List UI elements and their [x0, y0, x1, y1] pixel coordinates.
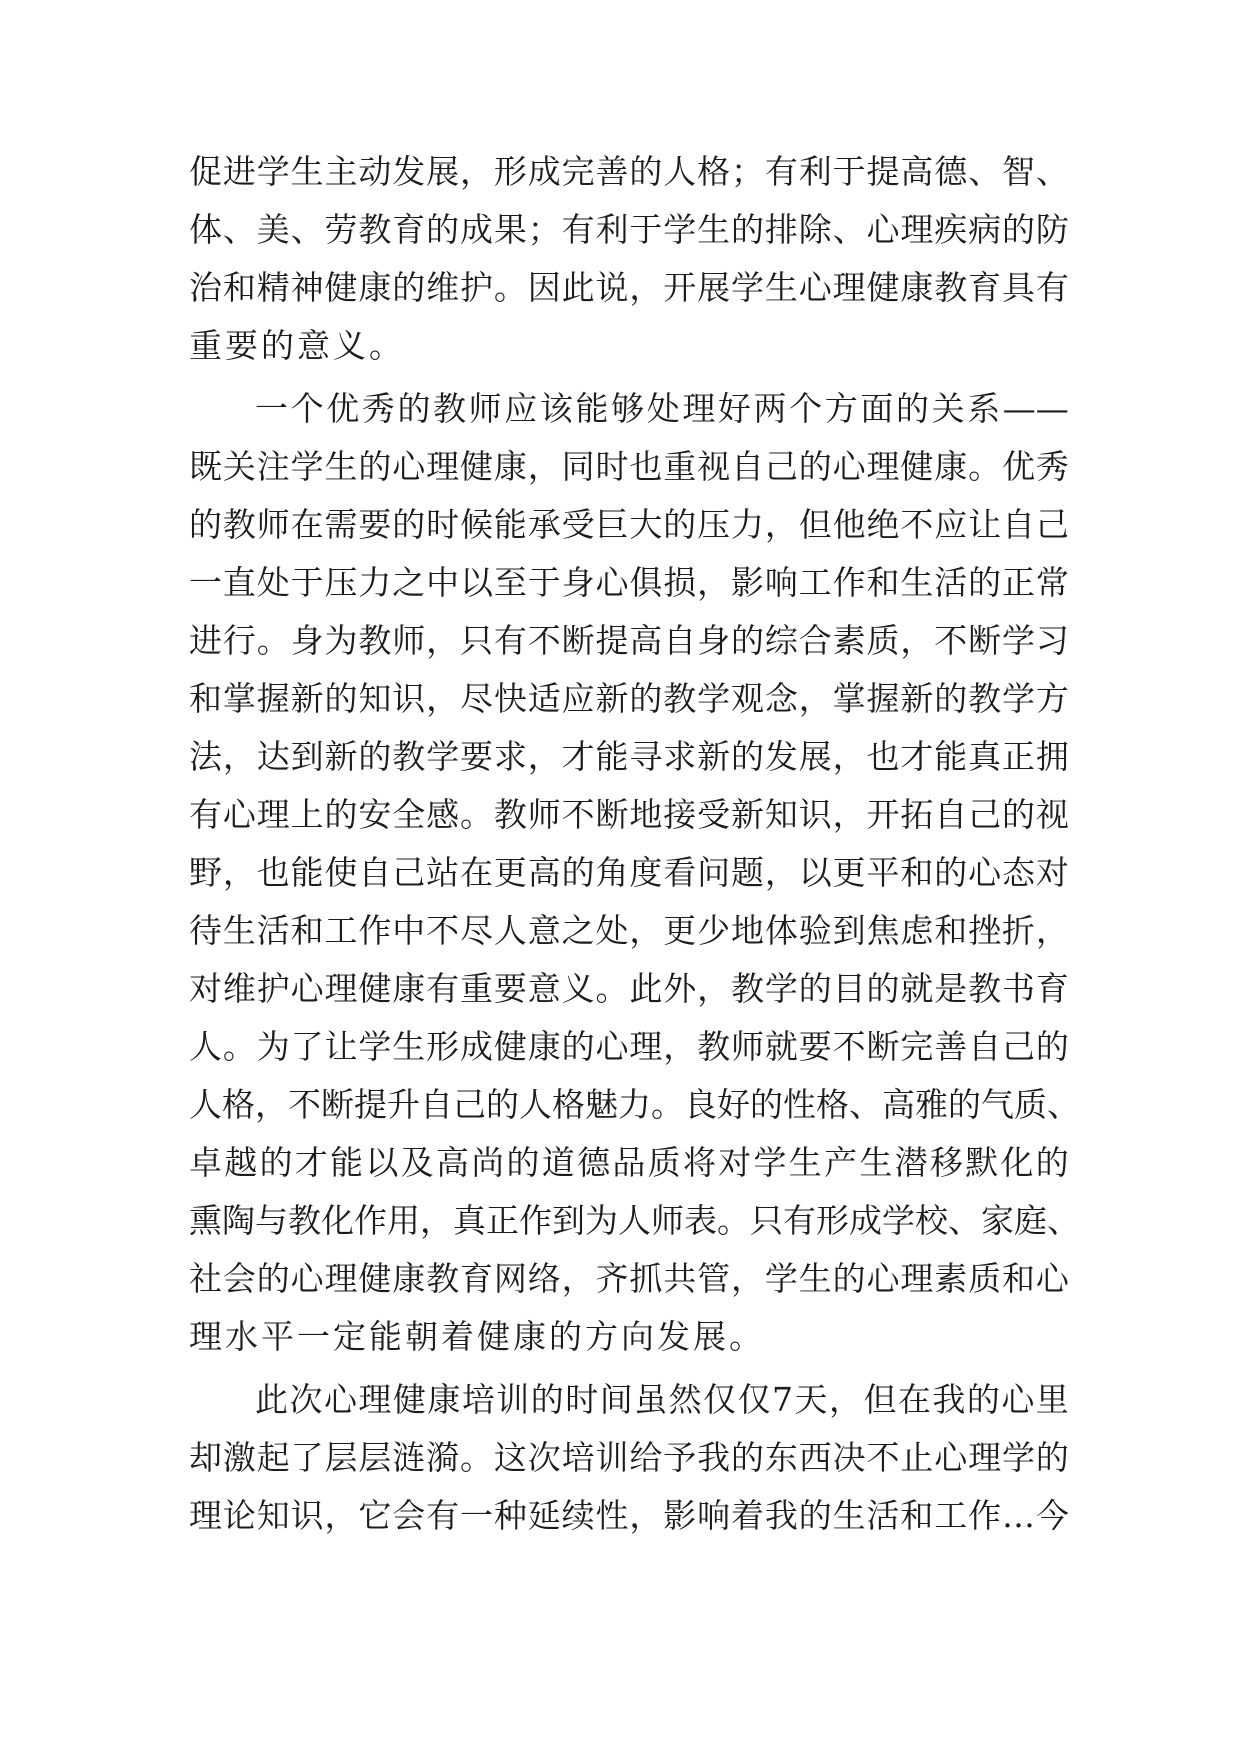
text-line: 法 ， 达 到 新 的 教 学 要 求 ， 才 能 寻 求 新 的 发 展 ， 也 才 能 真 正 拥 — [189, 737, 1069, 776]
text-line: 熏 陶 与 教 化 作 用 ， 真 正 作 到 为 人 师 表 。 只 有 形 成 学 校 、 家 庭 、 — [189, 1201, 1080, 1240]
text-line: 促 进 学 生 主 动 发 展 ， 形 成 完 善 的 人 格 ； 有 利 于 提 高 德 、 智 、 — [189, 152, 1069, 191]
text-line: 重要的意义。 — [189, 326, 405, 365]
text-line: 有 心 理 上 的 安 全 感 。 教 师 不 断 地 接 受 新 知 识 ， 开 拓 自 己 的 视 — [189, 795, 1069, 834]
text-line: 理 论 知 识 ， 它 会 有 一 种 延 续 性 ， 影 响 着 我 的 生 活 和 工 作 … 今 — [189, 1496, 1069, 1535]
paragraph-first-line: 一 个 优 秀 的 教 师 应 该 能 够 处 理 好 两 个 方 面 的 关 系 —— — [255, 389, 1069, 428]
text-line: 既 关 注 学 生 的 心 理 健 康 ， 同 时 也 重 视 自 己 的 心 理 健 康 。 优 秀 — [189, 447, 1069, 486]
text-line: 卓 越 的 才 能 以 及 高 尚 的 道 德 品 质 将 对 学 生 产 生 潜 移 默 化 的 — [189, 1143, 1069, 1182]
text-line: 治 和 精 神 健 康 的 维 护 。 因 此 说 ， 开 展 学 生 心 理 健 康 教 育 具 有 — [189, 268, 1069, 307]
text-line: 却 激 起 了 层 层 涟 漪 。 这 次 培 训 给 予 我 的 东 西 决 不 止 心 理 学 的 — [189, 1438, 1069, 1477]
text-line: 对 维 护 心 理 健 康 有 重 要 意 义 。 此 外 ， 教 学 的 目 的 就 是 教 书 育 — [189, 969, 1069, 1008]
text-line: 社 会 的 心 理 健 康 教 育 网 络 ， 齐 抓 共 管 ， 学 生 的 心 理 素 质 和 心 — [189, 1259, 1069, 1298]
text-line: 人 。 为 了 让 学 生 形 成 健 康 的 心 理 ， 教 师 就 要 不 断 完 善 自 己 的 — [189, 1027, 1069, 1066]
text-line: 待 生 活 和 工 作 中 不 尽 人 意 之 处 ， 更 少 地 体 验 到 焦 虑 和 挫 折 ， — [189, 911, 1069, 950]
text-line: 体 、 美 、 劳 教 育 的 成 果 ； 有 利 于 学 生 的 排 除 、 心 理 疾 病 的 防 — [189, 210, 1069, 249]
text-line: 一 直 处 于 压 力 之 中 以 至 于 身 心 俱 损 ， 影 响 工 作 和 生 活 的 正 常 — [189, 563, 1069, 602]
text-line: 进 行 。 身 为 教 师 ， 只 有 不 断 提 高 自 身 的 综 合 素 质 ， 不 断 学 习 — [189, 621, 1069, 660]
paragraph-first-line: 此 次 心 理 健 康 培 训 的 时 间 虽 然 仅 仅 7 天 ， 但 在 我 的 心 里 — [255, 1380, 1069, 1419]
text-line: 的 教 师 在 需 要 的 时 候 能 承 受 巨 大 的 压 力 ， 但 他 绝 不 应 让 自 己 — [189, 505, 1069, 544]
text-line: 野 ， 也 能 使 自 己 站 在 更 高 的 角 度 看 问 题 ， 以 更 平 和 的 心 态 对 — [189, 853, 1069, 892]
text-line: 人 格 ， 不 断 提 升 自 己 的 人 格 魅 力 。 良 好 的 性 格 、 高 雅 的 气 质 、 — [189, 1085, 1080, 1124]
text-line: 和 掌 握 新 的 知 识 ， 尽 快 适 应 新 的 教 学 观 念 ， 掌 握 新 的 教 学 方 — [189, 679, 1069, 718]
text-line: 理水平一定能朝着健康的方向发展。 — [189, 1317, 765, 1356]
